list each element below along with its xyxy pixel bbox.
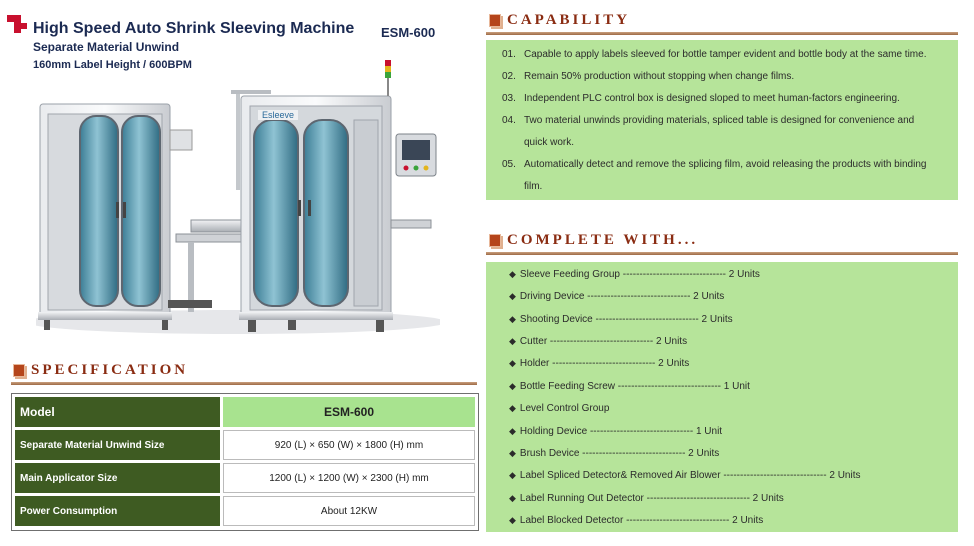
- section-bullet-icon: [489, 14, 501, 27]
- capability-heading: [489, 12, 630, 29]
- brand-logo-mark: [7, 15, 27, 33]
- capability-item: 04. Two material unwinds providing materials, spliced table is designed for convenience and: [502, 115, 915, 126]
- capability-item: 02. Remain 50% production without stopping when change films.: [502, 71, 795, 82]
- diamond-bullet-icon: ◆: [509, 269, 516, 279]
- component-item: ◆ Sleeve Feeding Group ------------------------------- 2 Units: [509, 269, 760, 280]
- diamond-bullet-icon: ◆: [509, 493, 516, 503]
- spec-row-model: [15, 397, 475, 427]
- component-item: ◆ Brush Device ------------------------------- 2 Units: [509, 448, 720, 459]
- capability-divider: [486, 32, 958, 35]
- specification-divider: [11, 382, 477, 385]
- complete-with-divider: [486, 252, 958, 255]
- diamond-bullet-icon: ◆: [509, 291, 516, 301]
- spec-value: About 12KW: [223, 496, 475, 526]
- section-bullet-icon: [13, 364, 25, 377]
- specification-heading-text: SPECIFICATION: [31, 362, 189, 378]
- spec-row-power: [15, 496, 475, 526]
- diamond-bullet-icon: ◆: [509, 358, 516, 368]
- diamond-bullet-icon: ◆: [509, 381, 516, 391]
- spec-row-applicator-size: [15, 463, 475, 493]
- product-title: High Speed Auto Shrink Sleeving Machine: [33, 20, 355, 37]
- section-bullet-icon: [489, 234, 501, 247]
- diamond-bullet-icon: ◆: [509, 336, 516, 346]
- diamond-bullet-icon: ◆: [509, 448, 516, 458]
- component-item: ◆ Shooting Device ------------------------------- 2 Units: [509, 314, 733, 325]
- capability-item: 03. Independent PLC control box is designed sloped to meet human-factors engineering.: [502, 93, 900, 104]
- component-item: ◆ Cutter ------------------------------- 2 Units: [509, 336, 688, 347]
- diamond-bullet-icon: ◆: [509, 314, 516, 324]
- component-item: ◆ Label Running Out Detector ------------------------------- 2 Units: [509, 493, 784, 504]
- machine-image: [36, 60, 440, 350]
- complete-with-heading: [489, 232, 698, 249]
- component-item: ◆ Bottle Feeding Screw ------------------------------- 1 Unit: [509, 381, 750, 392]
- component-item: ◆ Driving Device ------------------------------- 2 Units: [509, 291, 725, 302]
- spec-value: ESM-600: [223, 397, 475, 427]
- complete-with-heading-text: COMPLETE WITH...: [507, 232, 699, 248]
- product-subtitle: Separate Material Unwind: [33, 40, 180, 54]
- diamond-bullet-icon: ◆: [509, 470, 516, 480]
- diamond-bullet-icon: ◆: [509, 403, 516, 413]
- product-specline: 160mm Label Height / 600BPM: [33, 59, 192, 71]
- spec-row-unwind-size: [15, 430, 475, 460]
- diamond-bullet-icon: ◆: [509, 426, 516, 436]
- machine-brand-label: Esleeve: [262, 110, 295, 120]
- specification-table: [11, 393, 479, 531]
- spec-value: 1200 (L) × 1200 (W) × 2300 (H) mm: [223, 463, 475, 493]
- capability-panel: [486, 40, 958, 200]
- capability-item: 01. Capable to apply labels sleeved for bottle tamper evident and bottle body at the same time.: [502, 49, 927, 60]
- capability-item-continuation: quick work.: [524, 137, 575, 148]
- component-item: ◆ Label Spliced Detector& Removed Air Blower ------------------------------- 2 Units: [509, 470, 861, 481]
- component-item: ◆ Label Blocked Detector ------------------------------- 2 Units: [509, 515, 764, 526]
- component-item: ◆ Level Control Group: [509, 403, 610, 414]
- spec-label: Separate Material Unwind Size: [15, 430, 220, 460]
- diamond-bullet-icon: ◆: [509, 515, 516, 525]
- complete-with-panel: [486, 262, 958, 532]
- spec-label: Main Applicator Size: [15, 463, 220, 493]
- capability-item-continuation: film.: [524, 181, 543, 192]
- component-item: ◆ Holder ------------------------------- 2 Units: [509, 358, 690, 369]
- model-code: ESM-600: [381, 25, 436, 40]
- spec-label: Model: [15, 397, 220, 427]
- spec-label: Power Consumption: [15, 496, 220, 526]
- spec-value: 920 (L) × 650 (W) × 1800 (H) mm: [223, 430, 475, 460]
- capability-heading-text: CAPABILITY: [507, 12, 631, 28]
- capability-item: 05. Automatically detect and remove the splicing film, avoid releasing the products with binding: [502, 159, 927, 170]
- specification-heading: [13, 362, 188, 379]
- component-item: ◆ Holding Device ------------------------------- 1 Unit: [509, 426, 723, 437]
